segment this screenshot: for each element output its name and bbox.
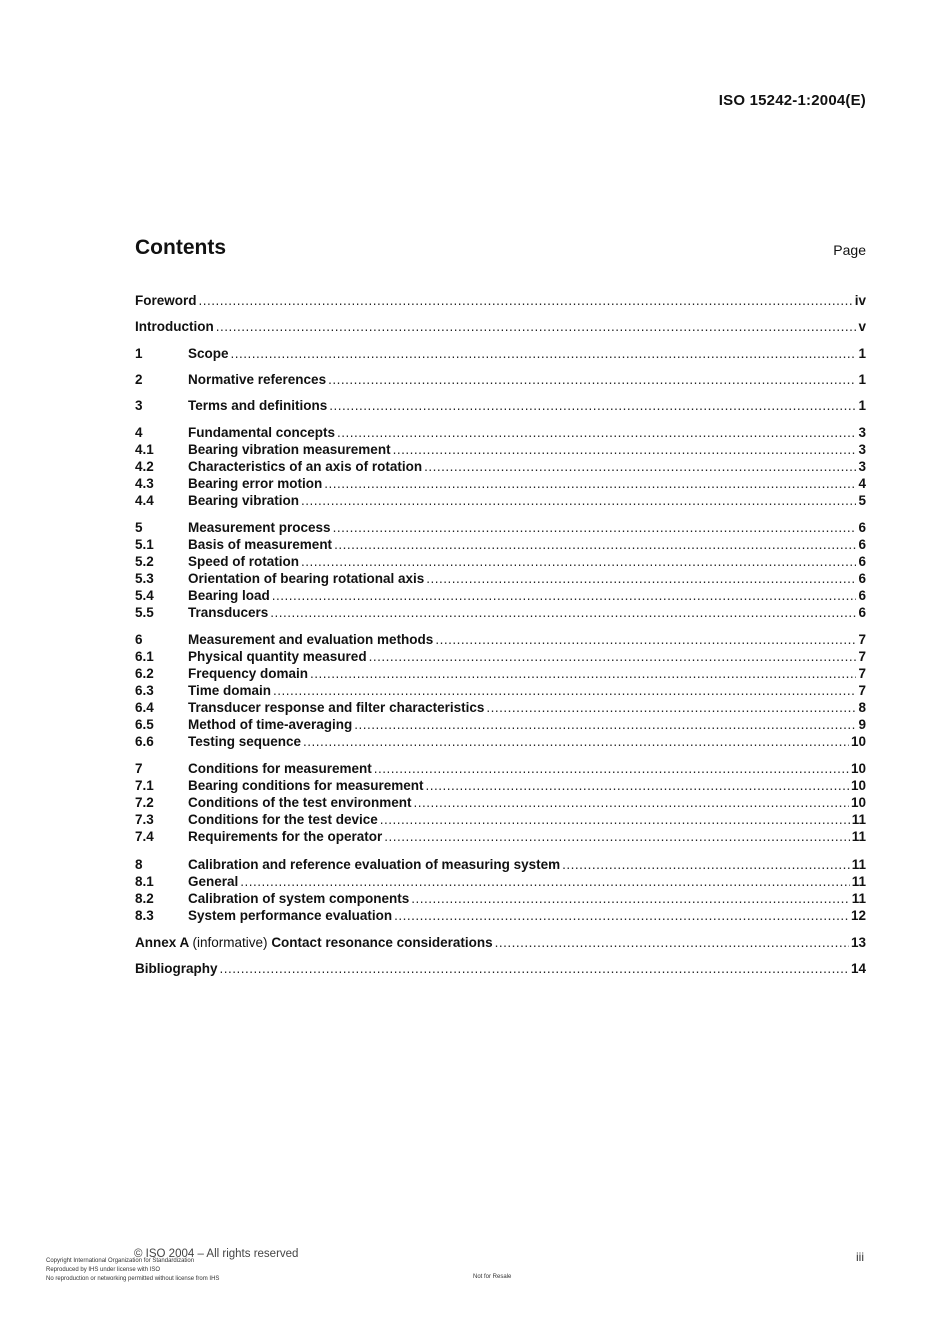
toc-entry[interactable]	[135, 960, 866, 977]
document-id: ISO 15242-1:2004(E)	[718, 92, 866, 109]
toc-entry[interactable]	[135, 424, 866, 441]
toc-entry-title: Scope	[188, 346, 229, 361]
toc-entry-number: 6	[135, 632, 143, 647]
toc-dot-leader	[337, 424, 856, 441]
annex-note: (informative)	[192, 935, 268, 950]
toc-dot-leader	[216, 318, 857, 335]
toc-entry-title: Transducer response and filter characteristics	[188, 700, 485, 715]
toc-entry-number: 5.1	[135, 537, 154, 552]
toc-entry-number: 5.3	[135, 571, 154, 586]
toc-entry[interactable]	[135, 570, 866, 587]
toc-entry-title: Bearing conditions for measurement	[188, 778, 424, 793]
toc-dot-leader	[334, 536, 856, 553]
toc-entry-title: Transducers	[188, 605, 269, 620]
toc-entry-number: 4.2	[135, 459, 154, 474]
toc-entry-page: 1	[858, 372, 866, 387]
toc-dot-leader	[424, 458, 856, 475]
rights-reserved-text: © ISO 2004 – All rights reserved	[134, 1248, 299, 1260]
toc-entry-page: 9	[858, 717, 866, 732]
toc-dot-leader	[414, 794, 849, 811]
toc-entry-title: Fundamental concepts	[188, 425, 336, 440]
toc-entry-page: 1	[858, 398, 866, 413]
toc-entry-title: Calibration of system components	[188, 891, 410, 906]
toc-entry-page: 7	[858, 649, 866, 664]
toc-entry-number: 5.4	[135, 588, 154, 603]
toc-entry-page: 4	[858, 476, 866, 491]
toc-entry-number: 4.1	[135, 442, 154, 457]
toc-entry[interactable]	[135, 536, 866, 553]
toc-entry[interactable]	[135, 794, 866, 811]
toc-entry-title: Normative references	[188, 372, 327, 387]
toc-entry[interactable]	[135, 716, 866, 733]
toc-entry-title: Conditions of the test environment	[188, 795, 412, 810]
toc-entry-page: 3	[858, 425, 866, 440]
toc-entry-number: 7	[135, 761, 143, 776]
toc-entry[interactable]	[135, 856, 866, 873]
toc-entry[interactable]	[135, 458, 866, 475]
toc-entry-title: Bearing error motion	[188, 476, 323, 491]
toc-entry-title: Bibliography	[135, 961, 218, 976]
toc-entry-title: Terms and definitions	[188, 398, 328, 413]
toc-entry-page: 1	[858, 346, 866, 361]
toc-entry[interactable]	[135, 519, 866, 536]
toc-entry-number: 7.3	[135, 812, 154, 827]
toc-dot-leader	[426, 777, 849, 794]
toc-entry-title: Introduction	[135, 319, 214, 334]
toc-dot-leader	[380, 811, 850, 828]
toc-dot-leader	[562, 856, 850, 873]
footer-copyright	[46, 1248, 299, 1284]
toc-dot-leader	[384, 828, 849, 845]
toc-entry-page: iv	[854, 293, 866, 308]
toc-entry[interactable]	[135, 890, 866, 907]
toc-dot-leader	[394, 907, 849, 924]
toc-entry-page: 11	[851, 874, 866, 889]
annex-label: Annex A	[135, 935, 189, 950]
toc-entry-title: Bearing vibration measurement	[188, 442, 391, 457]
toc-entry-number: 5.2	[135, 554, 154, 569]
toc-entry-number: 4.3	[135, 476, 154, 491]
toc-entry[interactable]	[135, 371, 866, 388]
toc-entry-number: 8	[135, 857, 143, 872]
toc-entry-number: 6.5	[135, 717, 154, 732]
toc-dot-leader	[411, 890, 849, 907]
toc-entry-number: 2	[135, 372, 143, 387]
toc-entry-number: 1	[135, 346, 143, 361]
toc-entry-title: Calibration and reference evaluation of measuring system	[188, 857, 561, 872]
toc-entry-title: Frequency domain	[188, 666, 309, 681]
toc-entry-number: 6.6	[135, 734, 154, 749]
toc-entry-title: Testing sequence	[188, 734, 302, 749]
toc-dot-leader	[270, 604, 856, 621]
toc-entry-title: Measurement process	[188, 520, 331, 535]
toc-entry-title: Conditions for the test device	[188, 812, 378, 827]
toc-entry-page: 10	[850, 761, 866, 776]
toc-entry-title: Measurement and evaluation methods	[188, 632, 434, 647]
toc-dot-leader	[231, 345, 857, 362]
toc-entry[interactable]	[135, 934, 866, 951]
toc-dot-leader	[393, 441, 857, 458]
toc-entry[interactable]	[135, 292, 866, 309]
toc-entry-title: Foreword	[135, 293, 197, 308]
toc-entry-title: Speed of rotation	[188, 554, 299, 569]
annex-title: Contact resonance considerations	[271, 935, 493, 950]
toc-entry-title: Basis of measurement	[188, 537, 333, 552]
toc-entry-title	[135, 934, 493, 951]
toc-entry-page: 10	[850, 795, 866, 810]
toc-entry-page: 8	[858, 700, 866, 715]
toc-dot-leader	[333, 519, 857, 536]
toc-entry-title: General	[188, 874, 239, 889]
toc-entry[interactable]	[135, 665, 866, 682]
toc-dot-leader	[303, 733, 849, 750]
toc-entry-page: 7	[858, 683, 866, 698]
toc-entry-number: 6.3	[135, 683, 154, 698]
toc-entry[interactable]	[135, 475, 866, 492]
toc-entry[interactable]	[135, 441, 866, 458]
copyright-line: No reproduction or networking permitted without license from IHS	[46, 1276, 220, 1282]
toc-entry-page: 6	[858, 588, 866, 603]
toc-entry-number: 3	[135, 398, 143, 413]
toc-entry-page: 6	[858, 537, 866, 552]
toc-entry[interactable]	[135, 873, 866, 890]
toc-entry-number: 7.1	[135, 778, 154, 793]
toc-dot-leader	[240, 873, 849, 890]
toc-dot-leader	[272, 587, 857, 604]
toc-dot-leader	[329, 397, 856, 414]
toc-entry-page: 6	[858, 554, 866, 569]
toc-entry-page: 13	[850, 935, 866, 950]
toc-dot-leader	[435, 631, 856, 648]
toc-entry-number: 6.2	[135, 666, 154, 681]
toc-entry[interactable]	[135, 492, 866, 509]
toc-entry-page: 6	[858, 605, 866, 620]
toc-entry-page: 7	[858, 666, 866, 681]
toc-entry-title: Bearing load	[188, 588, 270, 603]
toc-entry-title: System performance evaluation	[188, 908, 393, 923]
toc-dot-leader	[310, 665, 856, 682]
toc-entry-page: v	[858, 319, 866, 334]
toc-entry-number: 6.1	[135, 649, 154, 664]
toc-dot-leader	[199, 292, 853, 309]
toc-entry[interactable]	[135, 733, 866, 750]
toc-entry-page: 11	[851, 857, 866, 872]
toc-entry-page: 6	[858, 520, 866, 535]
copyright-line: Copyright International Organization for Standardization	[46, 1258, 195, 1264]
toc-dot-leader	[495, 934, 849, 951]
toc-dot-leader	[324, 475, 856, 492]
toc-entry-page: 3	[858, 459, 866, 474]
toc-entry[interactable]	[135, 760, 866, 777]
toc-entry-number: 5.5	[135, 605, 154, 620]
toc-entry-title: Bearing vibration	[188, 493, 300, 508]
toc-dot-leader	[220, 960, 849, 977]
toc-entry-title: Physical quantity measured	[188, 649, 367, 664]
toc-dot-leader	[374, 760, 849, 777]
toc-entry[interactable]	[135, 631, 866, 648]
toc-entry-number: 5	[135, 520, 143, 535]
toc-entry[interactable]	[135, 318, 866, 335]
toc-entry-number: 6.4	[135, 700, 154, 715]
toc-entry[interactable]	[135, 777, 866, 794]
toc-entry-page: 14	[850, 961, 866, 976]
toc-dot-leader	[301, 492, 856, 509]
toc-entry-page: 11	[851, 891, 866, 906]
toc-entry-page: 11	[851, 829, 866, 844]
contents-heading: Contents	[135, 236, 226, 259]
toc-entry[interactable]	[135, 553, 866, 570]
toc-entry-page: 10	[850, 734, 866, 749]
toc-entry-page: 10	[850, 778, 866, 793]
toc-entry-number: 8.3	[135, 908, 154, 923]
toc-entry-page: 6	[858, 571, 866, 586]
toc-entry[interactable]	[135, 345, 866, 362]
toc-entry[interactable]	[135, 907, 866, 924]
toc-entry[interactable]	[135, 682, 866, 699]
toc-entry-number: 4	[135, 425, 143, 440]
toc-entry-page: 11	[851, 812, 866, 827]
not-for-resale-text: Not for Resale	[473, 1274, 512, 1280]
toc-entry-page: 12	[850, 908, 866, 923]
toc-entry-title: Time domain	[188, 683, 272, 698]
toc-entry[interactable]	[135, 811, 866, 828]
toc-entry-number: 8.1	[135, 874, 154, 889]
toc-entry-title: Orientation of bearing rotational axis	[188, 571, 425, 586]
toc-dot-leader	[328, 371, 856, 388]
toc-entry-title: Requirements for the operator	[188, 829, 383, 844]
toc-dot-leader	[273, 682, 856, 699]
toc-entry-number: 7.2	[135, 795, 154, 810]
page-column-label: Page	[833, 242, 866, 258]
toc-entry-number: 7.4	[135, 829, 154, 844]
toc-dot-leader	[301, 553, 856, 570]
toc-entry-page: 3	[858, 442, 866, 457]
toc-entry-title: Characteristics of an axis of rotation	[188, 459, 423, 474]
toc-entry[interactable]	[135, 604, 866, 621]
copyright-line: Reproduced by IHS under license with ISO	[46, 1267, 161, 1273]
toc-entry-title: Method of time-averaging	[188, 717, 353, 732]
toc-entry[interactable]	[135, 587, 866, 604]
toc-dot-leader	[369, 648, 857, 665]
toc-dot-leader	[486, 699, 856, 716]
toc-entry[interactable]	[135, 828, 866, 845]
toc-entry[interactable]	[135, 397, 866, 414]
page-number: iii	[856, 1250, 864, 1264]
toc-entry[interactable]	[135, 648, 866, 665]
toc-entry-number: 8.2	[135, 891, 154, 906]
toc-entry-page: 7	[858, 632, 866, 647]
toc-entry-title: Conditions for measurement	[188, 761, 372, 776]
toc-entry[interactable]	[135, 699, 866, 716]
toc-dot-leader	[354, 716, 856, 733]
toc-entry-page: 5	[858, 493, 866, 508]
toc-entry-number: 4.4	[135, 493, 154, 508]
toc-dot-leader	[426, 570, 856, 587]
